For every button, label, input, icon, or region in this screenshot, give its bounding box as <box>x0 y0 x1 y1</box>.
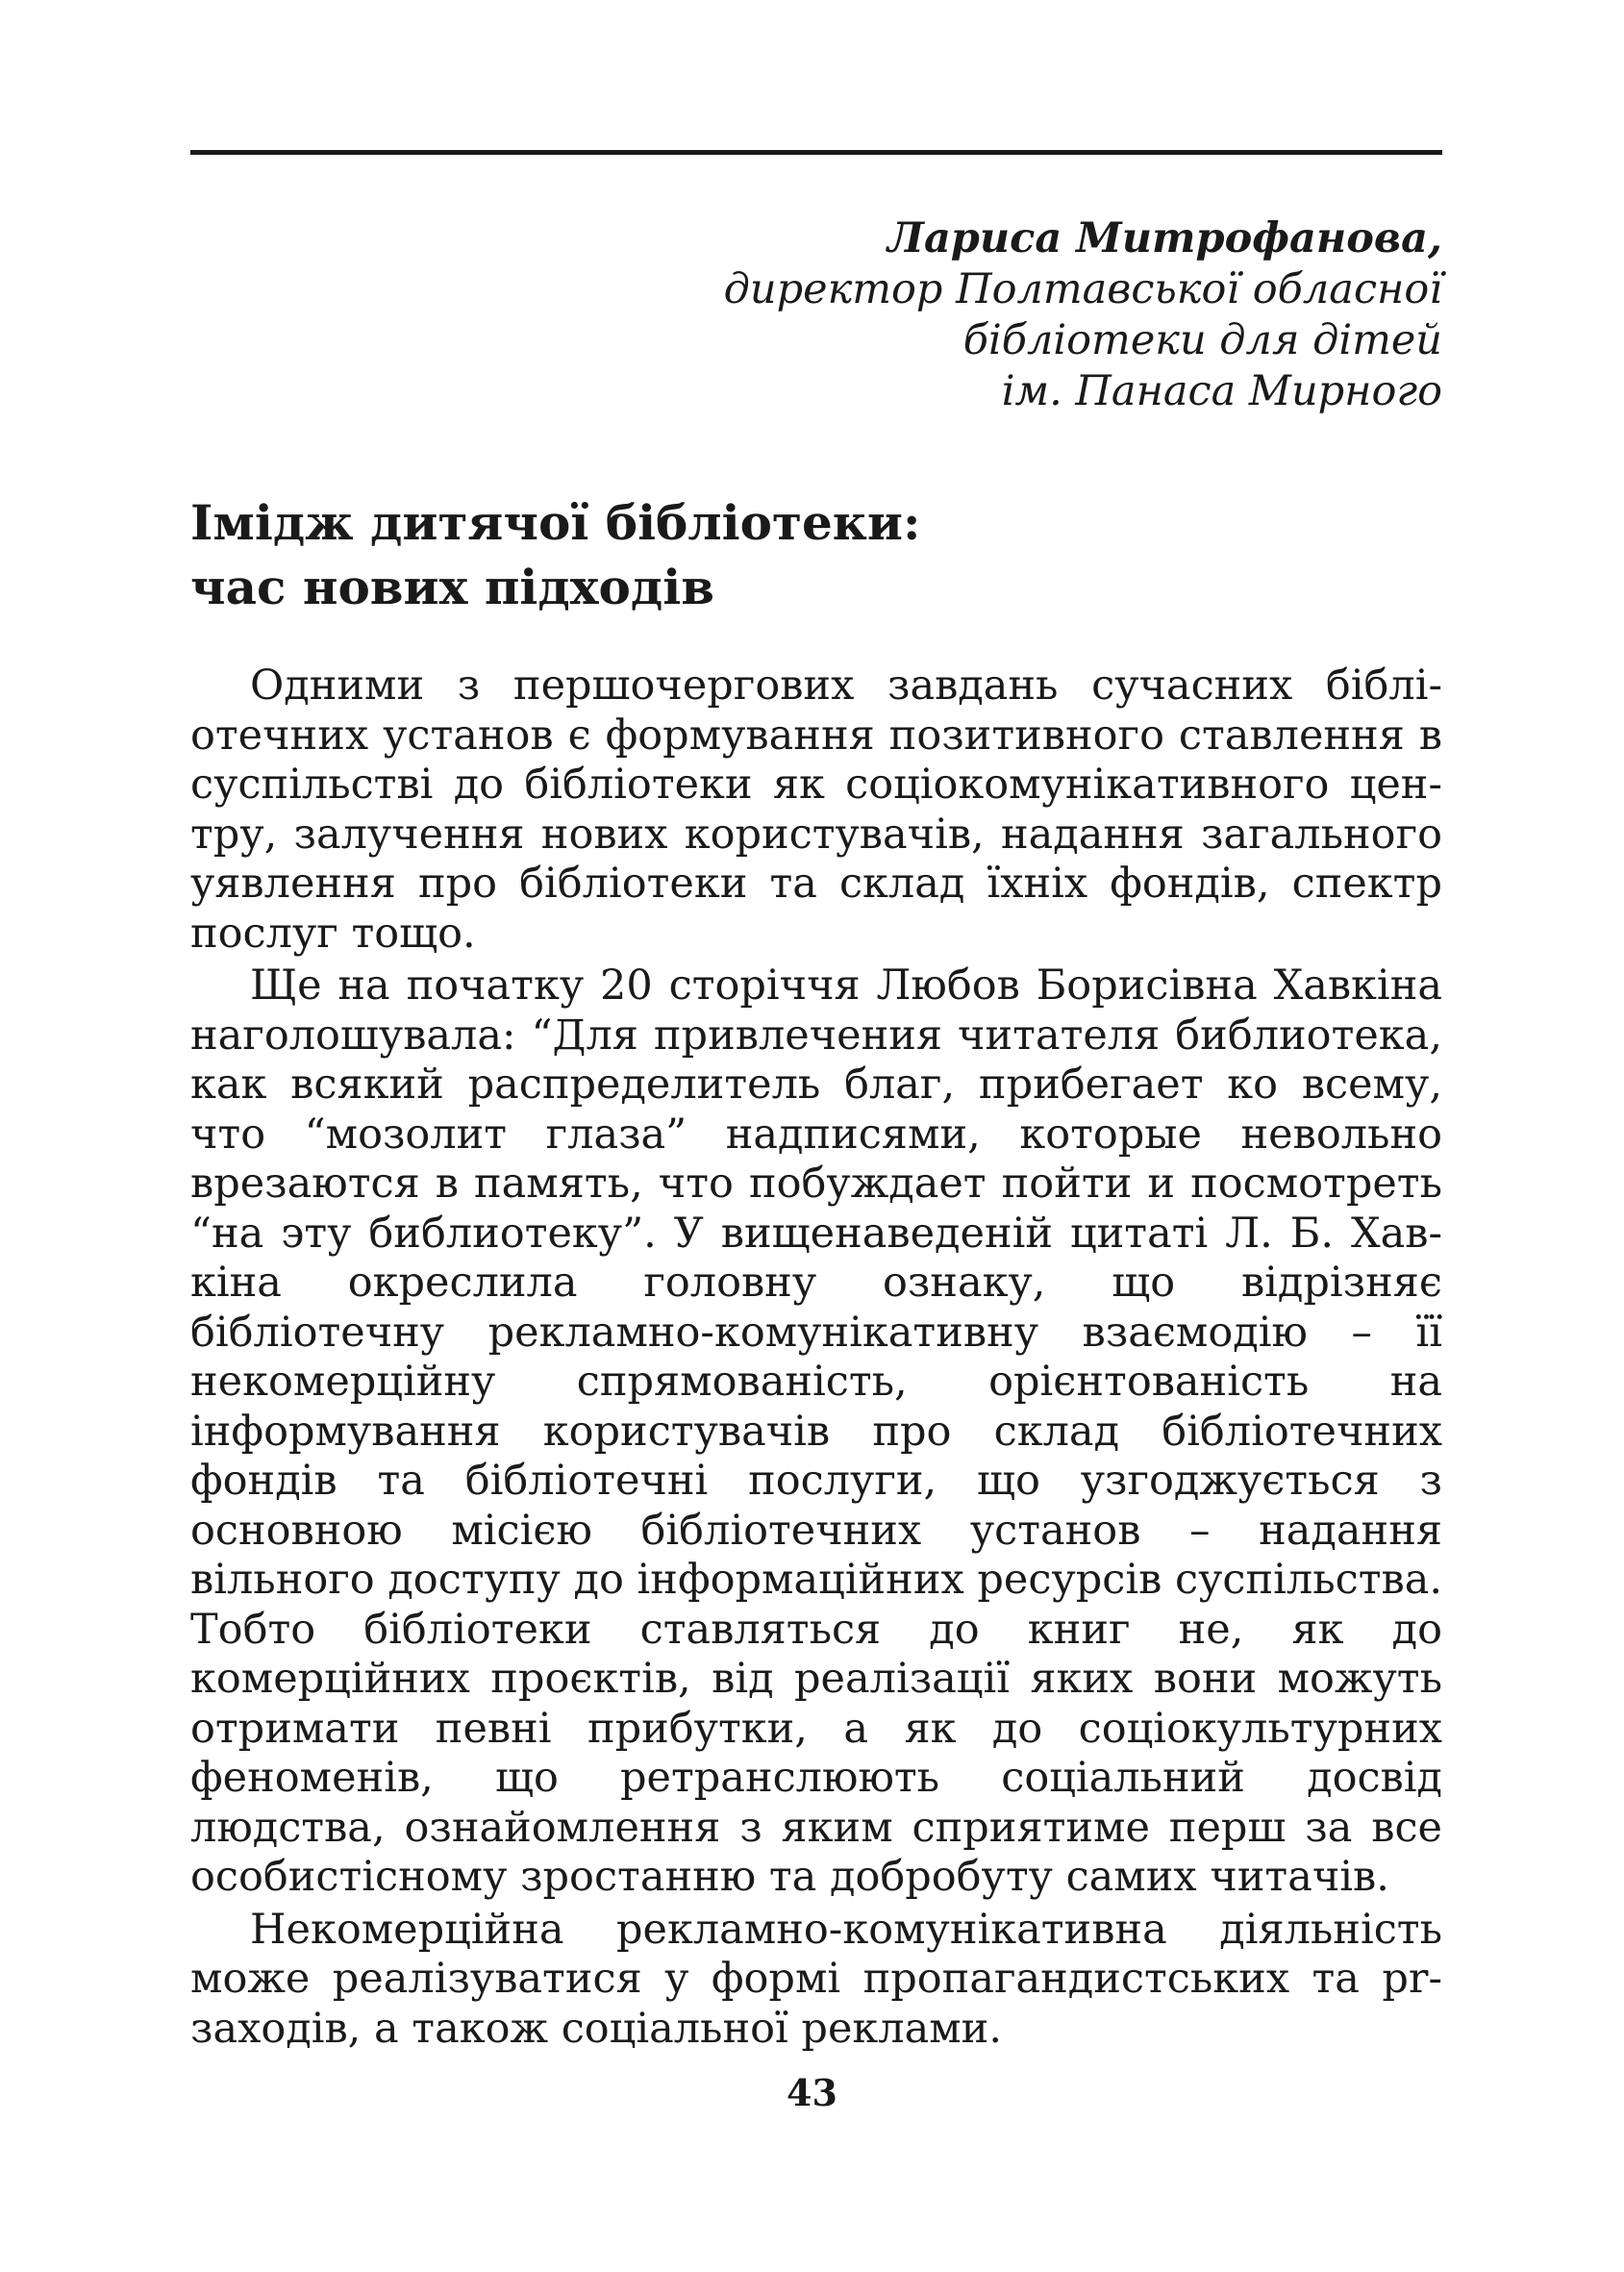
author-position-line-1: директор Полтавської обласної <box>723 265 1442 313</box>
body-paragraph-1: Одними з першочергових завдань сучасних бібліотечних установ є формування позитивного ставлення в суспільстві до бібліотеки як соціокомунікативного центру, залучення нових користувачів, надання загального уявлення про бібліотеки та склад їхніх фондів, спектр послуг тощо. <box>190 662 1442 958</box>
page-number: 43 <box>787 2071 837 2114</box>
article-body <box>190 662 1442 2054</box>
author-name: Лариса Митрофанова, <box>887 214 1442 262</box>
author-byline <box>481 213 1442 417</box>
article-title <box>190 490 1248 619</box>
author-position-line-2: бібліотеки для дітей <box>962 316 1442 364</box>
article-title-line-2: час нових підходів <box>190 559 714 615</box>
header-rule <box>190 150 1442 155</box>
body-paragraph-2: Ще на початку 20 сторіччя Любов Борисівна Хавкіна наголошувала: “Для привлечения читателя библиотека, как всякий распределитель благ, прибегает ко всему, что “мозолит глаза” надписями, которые невольно врезаются в память, что побуждает пойти и посмотреть “на эту библиотеку”. У вищенаведеній цитаті Л. Б. Хавкіна окреслила головну ознаку, що відрізняє бібліотечну рекламно-комунікативну взаємодію – її некомерційну спрямованість, орієнтованість на інформування користувачів про склад бібліотечних фондів та бібліотечні послуги, що узгоджується з основною місією бібліотечних установ – надання вільного доступу до інформаційних ресурсів суспільства. Тобто бібліотеки ставляться до книг не, як до комерційних проєктів, від реалізації яких вони можуть отримати певні прибутки, а як до соціокультурних феноменів, що ретранслюють соціальний досвід людства, ознайомлення з яким сприятиме перш за все особистісному зростанню та добробуту самих читачів. <box>190 961 1442 1901</box>
body-paragraph-3: Некомерційна рекламно-комунікативна діяльність може реалізуватися у формі пропагандистських та pr-заходів, а також соціальної реклами. <box>190 1905 1442 2053</box>
article-title-line-1: Імідж дитячої бібліотеки: <box>190 494 921 551</box>
author-position-line-3: ім. Панаса Мирного <box>1001 367 1442 415</box>
